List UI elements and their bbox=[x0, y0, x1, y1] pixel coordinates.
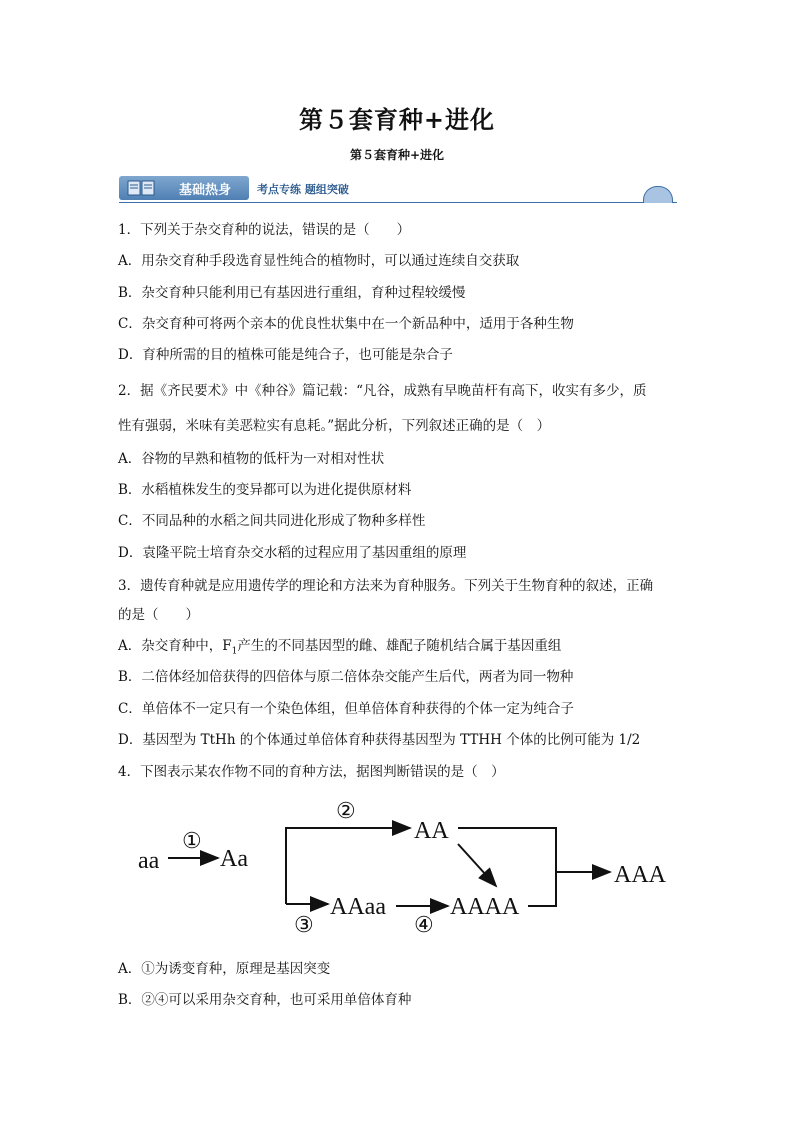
q3-stem-line2: 的是（ ） bbox=[118, 607, 199, 623]
q1-option-a: A．用杂交育种手段选育显性纯合的植物时，可以通过连续自交获取 bbox=[118, 253, 520, 269]
q3-option-a-post: 产生的不同基因型的雌、雄配子随机结合属于基因重组 bbox=[237, 638, 562, 654]
q2-option-c: C．不同品种的水稻之间共同进化形成了物种多样性 bbox=[118, 513, 426, 529]
q3-option-c: C．单倍体不一定只有一个染色体组，但单倍体育种获得的个体一定为纯合子 bbox=[118, 701, 574, 717]
step-1-label: ① bbox=[182, 828, 202, 853]
q2-option-d: D．袁隆平院士培育杂交水稻的过程应用了基因重组的原理 bbox=[118, 545, 467, 561]
banner-tab bbox=[119, 176, 249, 200]
q3-option-a bbox=[118, 634, 561, 657]
banner-rule bbox=[119, 202, 677, 203]
q2-stem-line2: 性有强弱，米味有美恶粒实有息耗。”据此分析，下列叙述正确的是（ ） bbox=[118, 418, 551, 434]
banner-dome-icon bbox=[643, 186, 673, 203]
q3-option-d: D．基因型为 TtHh 的个体通过单倍体育种获得基因型为 TTHH 个体的比例可能为 1/2 bbox=[118, 732, 641, 748]
q4-option-a: A．①为诱变育种，原理是基因突变 bbox=[118, 961, 331, 977]
q3-option-a-sub: 1 bbox=[231, 646, 238, 657]
q2-option-b: B．水稻植株发生的变异都可以为进化提供原材料 bbox=[118, 482, 412, 498]
step-2-label: ② bbox=[336, 798, 356, 823]
arrow-2 bbox=[286, 828, 410, 904]
q1-stem: 1．下列关于杂交育种的说法，错误的是（ ） bbox=[118, 222, 411, 238]
q4-stem: 4．下图表示某农作物不同的育种方法，据图判断错误的是（ ） bbox=[118, 764, 505, 780]
arrow-AA-to-AAAA bbox=[458, 844, 496, 886]
banner-subtitle: 考点专练 题组突破 bbox=[257, 183, 349, 196]
q4-option-b: B．②④可以采用杂交育种，也可采用单倍体育种 bbox=[118, 992, 412, 1008]
book-icon bbox=[127, 180, 157, 196]
q1-option-c: C．杂交育种可将两个亲本的优良性状集中在一个新品种中，适用于各种生物 bbox=[118, 316, 574, 332]
q3-option-b: B．二倍体经加倍获得的四倍体与原二倍体杂交能产生后代，两者为同一物种 bbox=[118, 669, 574, 685]
q2-option-a: A．谷物的早熟和植物的低杆为一对相对性状 bbox=[118, 451, 385, 467]
breeding-diagram bbox=[130, 790, 690, 950]
q3-stem-line1: 3．遗传育种就是应用遗传学的理论和方法来为育种服务。下列关于生物育种的叙述，正确 bbox=[118, 578, 654, 594]
genotype-AAaa: AAaa bbox=[330, 894, 386, 920]
q1-option-b: B．杂交育种只能利用已有基因进行重组，育种过程较缓慢 bbox=[118, 285, 466, 301]
genotype-Aa: Aa bbox=[220, 846, 248, 872]
section-banner bbox=[119, 172, 677, 206]
q3-option-a-pre: A．杂交育种中，F bbox=[118, 638, 232, 654]
step-3-label: ③ bbox=[294, 912, 314, 937]
q2-stem-line1: 2．据《齐民要术》中《种谷》篇记载：“凡谷，成熟有早晚苗杆有高下，收实有多少，质 bbox=[118, 383, 647, 399]
step-4-label: ④ bbox=[414, 912, 434, 937]
genotype-AAAA: AAAA bbox=[450, 894, 520, 920]
page-subtitle: 第５套育种+进化 bbox=[349, 148, 445, 162]
page-title: 第５套育种+进化 bbox=[298, 105, 496, 134]
genotype-AAA: AAA bbox=[614, 862, 666, 888]
banner-title: 基础热身 bbox=[179, 183, 232, 198]
genotype-AA: AA bbox=[414, 818, 449, 844]
genotype-aa: aa bbox=[138, 848, 160, 874]
q1-option-d: D．育种所需的目的植株可能是纯合子，也可能是杂合子 bbox=[118, 347, 453, 363]
